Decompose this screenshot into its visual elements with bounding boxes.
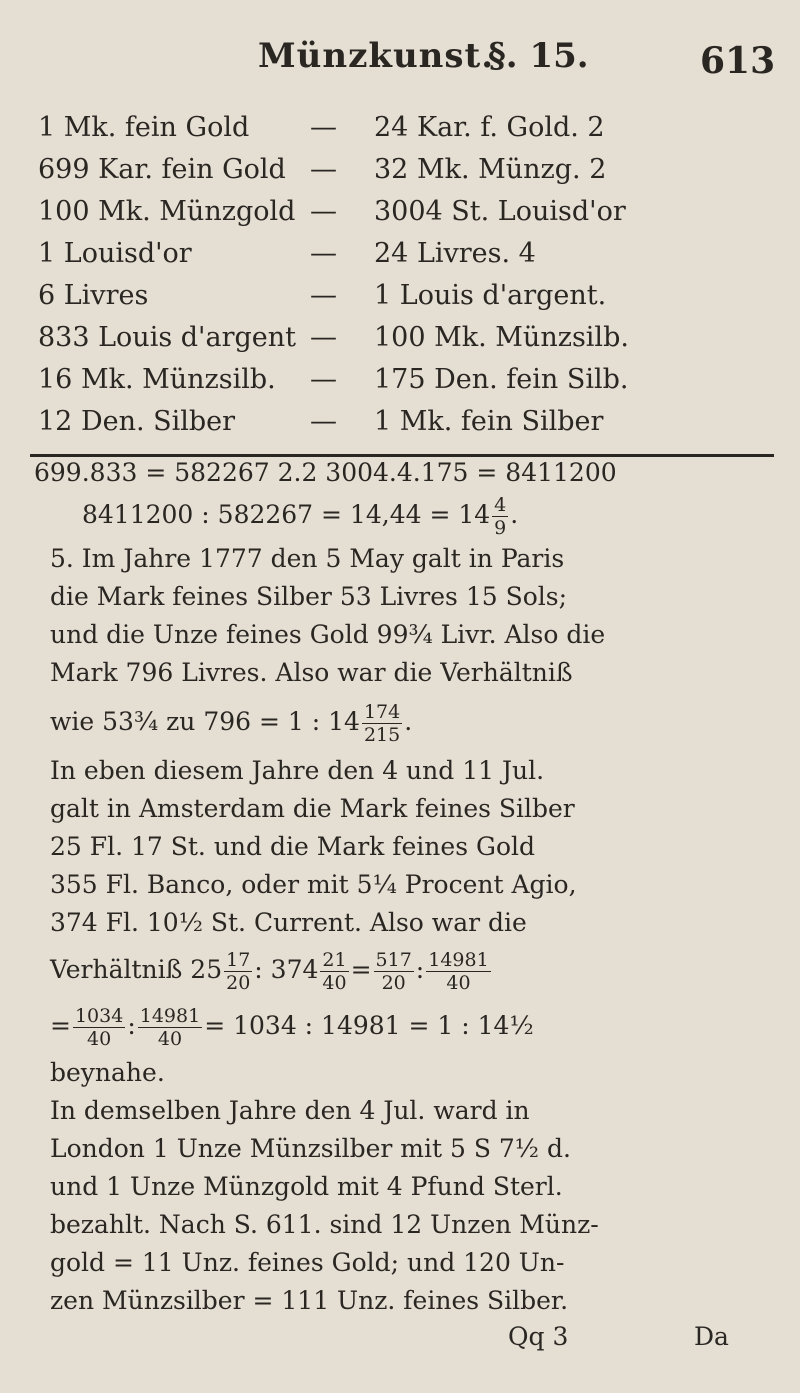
text-line: 25 Fl. 17 St. und die Mark feines Gold <box>50 832 535 861</box>
row-left: 833 Louis d'argent <box>38 322 296 353</box>
text-line: Mark 796 Livres. Also war die Verhältniß <box>50 658 573 687</box>
fraction <box>374 949 414 994</box>
text-line: London 1 Unze Münzsilber mit 5 S 7½ d. <box>50 1134 571 1163</box>
row-right: 3004 St. Louisd'or <box>374 196 626 227</box>
fraction-denominator: 40 <box>446 972 471 994</box>
text-line: 374 Fl. 10½ St. Current. Also war die <box>50 908 527 937</box>
fraction-numerator: 17 <box>226 949 251 971</box>
row-right: 24 Kar. f. Gold. 2 <box>374 112 605 143</box>
paragraph-london <box>50 1092 770 1320</box>
fraction-denominator: 9 <box>494 517 507 539</box>
text-fragment: : <box>415 955 425 984</box>
fraction <box>138 1005 202 1050</box>
text-fragment: : 374 <box>254 955 319 984</box>
row-dash: — <box>310 154 337 185</box>
row-dash: — <box>310 112 337 143</box>
table-row <box>38 112 778 154</box>
text-line: bezahlt. Nach S. 611. sind 12 Unzen Münz- <box>50 1210 599 1239</box>
row-dash: — <box>310 280 337 311</box>
row-right: 1 Louis d'argent. <box>374 280 607 311</box>
running-title: Münzkunst. <box>258 36 495 76</box>
text-fragment: wie 53¾ zu 796 = 1 : 14 <box>50 707 360 736</box>
fraction <box>362 701 402 746</box>
fraction-denominator: 40 <box>157 1028 183 1050</box>
calculation-line-1: 699.833 = 582267 2.2 3004.4.175 = 8411200 <box>34 458 617 487</box>
text-line <box>50 998 770 1054</box>
row-right: 175 Den. fein Silb. <box>374 364 629 395</box>
text-fragment: = 1034 : 14981 = 1 : 14½ <box>204 1011 534 1040</box>
fraction-numerator: 1034 <box>74 1005 124 1027</box>
fraction-denominator: 20 <box>381 972 406 994</box>
conversion-table <box>38 112 778 448</box>
fraction <box>73 1005 125 1050</box>
table-row <box>38 322 778 364</box>
section-number: §. 15. <box>488 36 589 76</box>
row-left: 12 Den. Silber <box>38 406 236 437</box>
row-dash: — <box>310 406 337 437</box>
paragraph-amsterdam <box>50 752 770 1092</box>
text-line: zen Münzsilber = 111 Unz. feines Silber. <box>50 1286 569 1315</box>
row-left: 6 Livres <box>38 280 149 311</box>
signature-mark: Qq 3 <box>508 1322 569 1351</box>
row-dash: — <box>310 322 337 353</box>
text-line: galt in Amsterdam die Mark feines Silber <box>50 794 575 823</box>
table-row <box>38 406 778 448</box>
text-line: die Mark feines Silber 53 Livres 15 Sols; <box>50 582 568 611</box>
fraction <box>426 949 490 994</box>
text-fragment: : <box>127 1011 136 1040</box>
calc-text: 8411200 : 582267 = 14,44 = 14 <box>82 500 491 529</box>
fraction-numerator: 517 <box>375 949 412 971</box>
row-right: 32 Mk. Münzg. 2 <box>374 154 607 185</box>
fraction <box>224 949 252 994</box>
table-row <box>38 280 778 322</box>
calc-end: . <box>510 500 519 529</box>
row-left: 699 Kar. fein Gold <box>38 154 286 185</box>
row-left: 100 Mk. Münzgold <box>38 196 296 227</box>
text-fragment: = <box>50 1011 71 1040</box>
text-line: In demselben Jahre den 4 Jul. ward in <box>50 1096 530 1125</box>
text-fragment: Verhältniß 25 <box>50 955 223 984</box>
text-line <box>50 942 770 998</box>
table-row <box>38 238 778 280</box>
page-number: 613 <box>700 40 776 82</box>
table-rule <box>30 454 774 457</box>
fraction-numerator: 21 <box>322 949 347 971</box>
paragraph-paris <box>50 540 770 752</box>
catchword: Da <box>694 1322 729 1351</box>
table-row <box>38 154 778 196</box>
fraction-denominator: 215 <box>363 724 401 746</box>
row-left: 16 Mk. Münzsilb. <box>38 364 276 395</box>
running-header <box>0 36 800 96</box>
fraction-denominator: 40 <box>87 1028 112 1050</box>
row-dash: — <box>310 196 337 227</box>
fraction-numerator: 14981 <box>139 1005 201 1027</box>
text-line: 355 Fl. Banco, oder mit 5¼ Procent Agio, <box>50 870 577 899</box>
text-line: und die Unze feines Gold 99¾ Livr. Also die <box>50 620 606 649</box>
table-row <box>38 196 778 238</box>
text-line: gold = 11 Unz. feines Gold; und 120 Un- <box>50 1248 565 1277</box>
fraction-denominator: 20 <box>226 972 251 994</box>
row-dash: — <box>310 364 337 395</box>
text-line: beynahe. <box>50 1058 165 1087</box>
text-fragment: = <box>350 955 372 984</box>
fraction <box>320 949 348 994</box>
fraction <box>492 494 508 539</box>
text-line: In eben diesem Jahre den 4 und 11 Jul. <box>50 756 545 785</box>
row-dash: — <box>310 238 337 269</box>
text-fragment: . <box>404 707 413 736</box>
text-line: und 1 Unze Münzgold mit 4 Pfund Sterl. <box>50 1172 563 1201</box>
row-right: 24 Livres. 4 <box>374 238 536 269</box>
row-left: 1 Louisd'or <box>38 238 192 269</box>
text-line <box>50 692 770 752</box>
fraction-numerator: 174 <box>363 701 401 723</box>
fraction-numerator: 14981 <box>428 949 489 971</box>
fraction-numerator: 4 <box>494 494 507 516</box>
fraction-denominator: 40 <box>322 972 347 994</box>
row-right: 100 Mk. Münzsilb. <box>374 322 629 353</box>
table-row <box>38 364 778 406</box>
text-line: 5. Im Jahre 1777 den 5 May galt in Paris <box>50 544 565 573</box>
row-right: 1 Mk. fein Silber <box>374 406 604 437</box>
row-left: 1 Mk. fein Gold <box>38 112 250 143</box>
calculation-line-2 <box>82 494 518 539</box>
